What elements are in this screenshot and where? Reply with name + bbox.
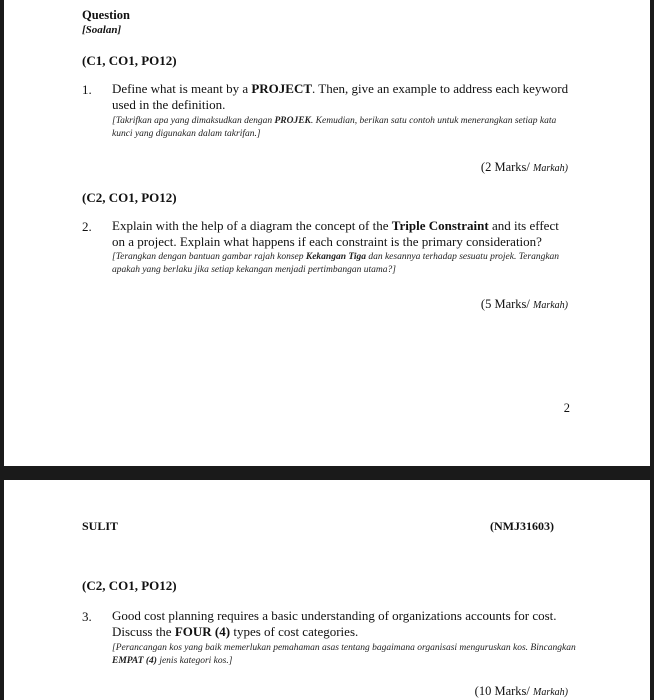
course-code: (NMJ31603)	[490, 519, 554, 533]
q2-text: Explain with the help of a diagram the concept of the Triple Constraint and its effect on a project. Explain what happens if each constraint is the primary consideration?	[112, 218, 559, 249]
q3-malay-text: [Perancangan kos yang baik memerlukan pemahaman asas tentang bagaimana organisasi menguruskan kos. Bincangkan EMPAT (4) jenis kategori kos.]	[112, 643, 576, 666]
q3-marks: (10 Marks/ Markah)	[474, 684, 568, 698]
q1-marks: (2 Marks/ Markah)	[480, 160, 568, 174]
document-page-1	[4, 0, 650, 466]
q2-number: 2.	[82, 219, 92, 234]
question-title: Question	[82, 8, 130, 22]
q2-marks: (5 Marks/ Markah)	[480, 297, 568, 311]
q3-number: 3.	[82, 609, 92, 624]
q1-text: Define what is meant by a PROJECT. Then, give an example to address each keyword used in the definition.	[112, 81, 569, 112]
q3-text: Good cost planning requires a basic understanding of organizations accounts for cost. Discuss the FOUR (4) types of cost categories.	[112, 608, 557, 639]
q2-section-code: (C2, CO1, PO12)	[82, 190, 177, 205]
q2-malay-text: [Terangkan dengan bantuan gambar rajah konsep Kekangan Tiga dan kesannya terhadap sesuatu projek. Terangkan apakah yang berlaku jika setiap kekangan menjadi pertimbangan utama?]	[112, 252, 560, 275]
page-number: 2	[563, 401, 570, 415]
document-page-2	[4, 480, 650, 700]
q3-section-code: (C2, CO1, PO12)	[82, 578, 177, 593]
sulit-label: SULIT	[82, 519, 119, 533]
q1-section-code: (C1, CO1, PO12)	[82, 53, 177, 68]
q1-number: 1.	[82, 82, 92, 97]
question-subtitle: [Soalan]	[82, 24, 122, 36]
q1-malay-text: [Takrifkan apa yang dimaksudkan dengan PROJEK. Kemudian, berikan satu contoh untuk menerangkan setiap kata kunci yang digunakan dalam takrifan.]	[112, 116, 557, 139]
